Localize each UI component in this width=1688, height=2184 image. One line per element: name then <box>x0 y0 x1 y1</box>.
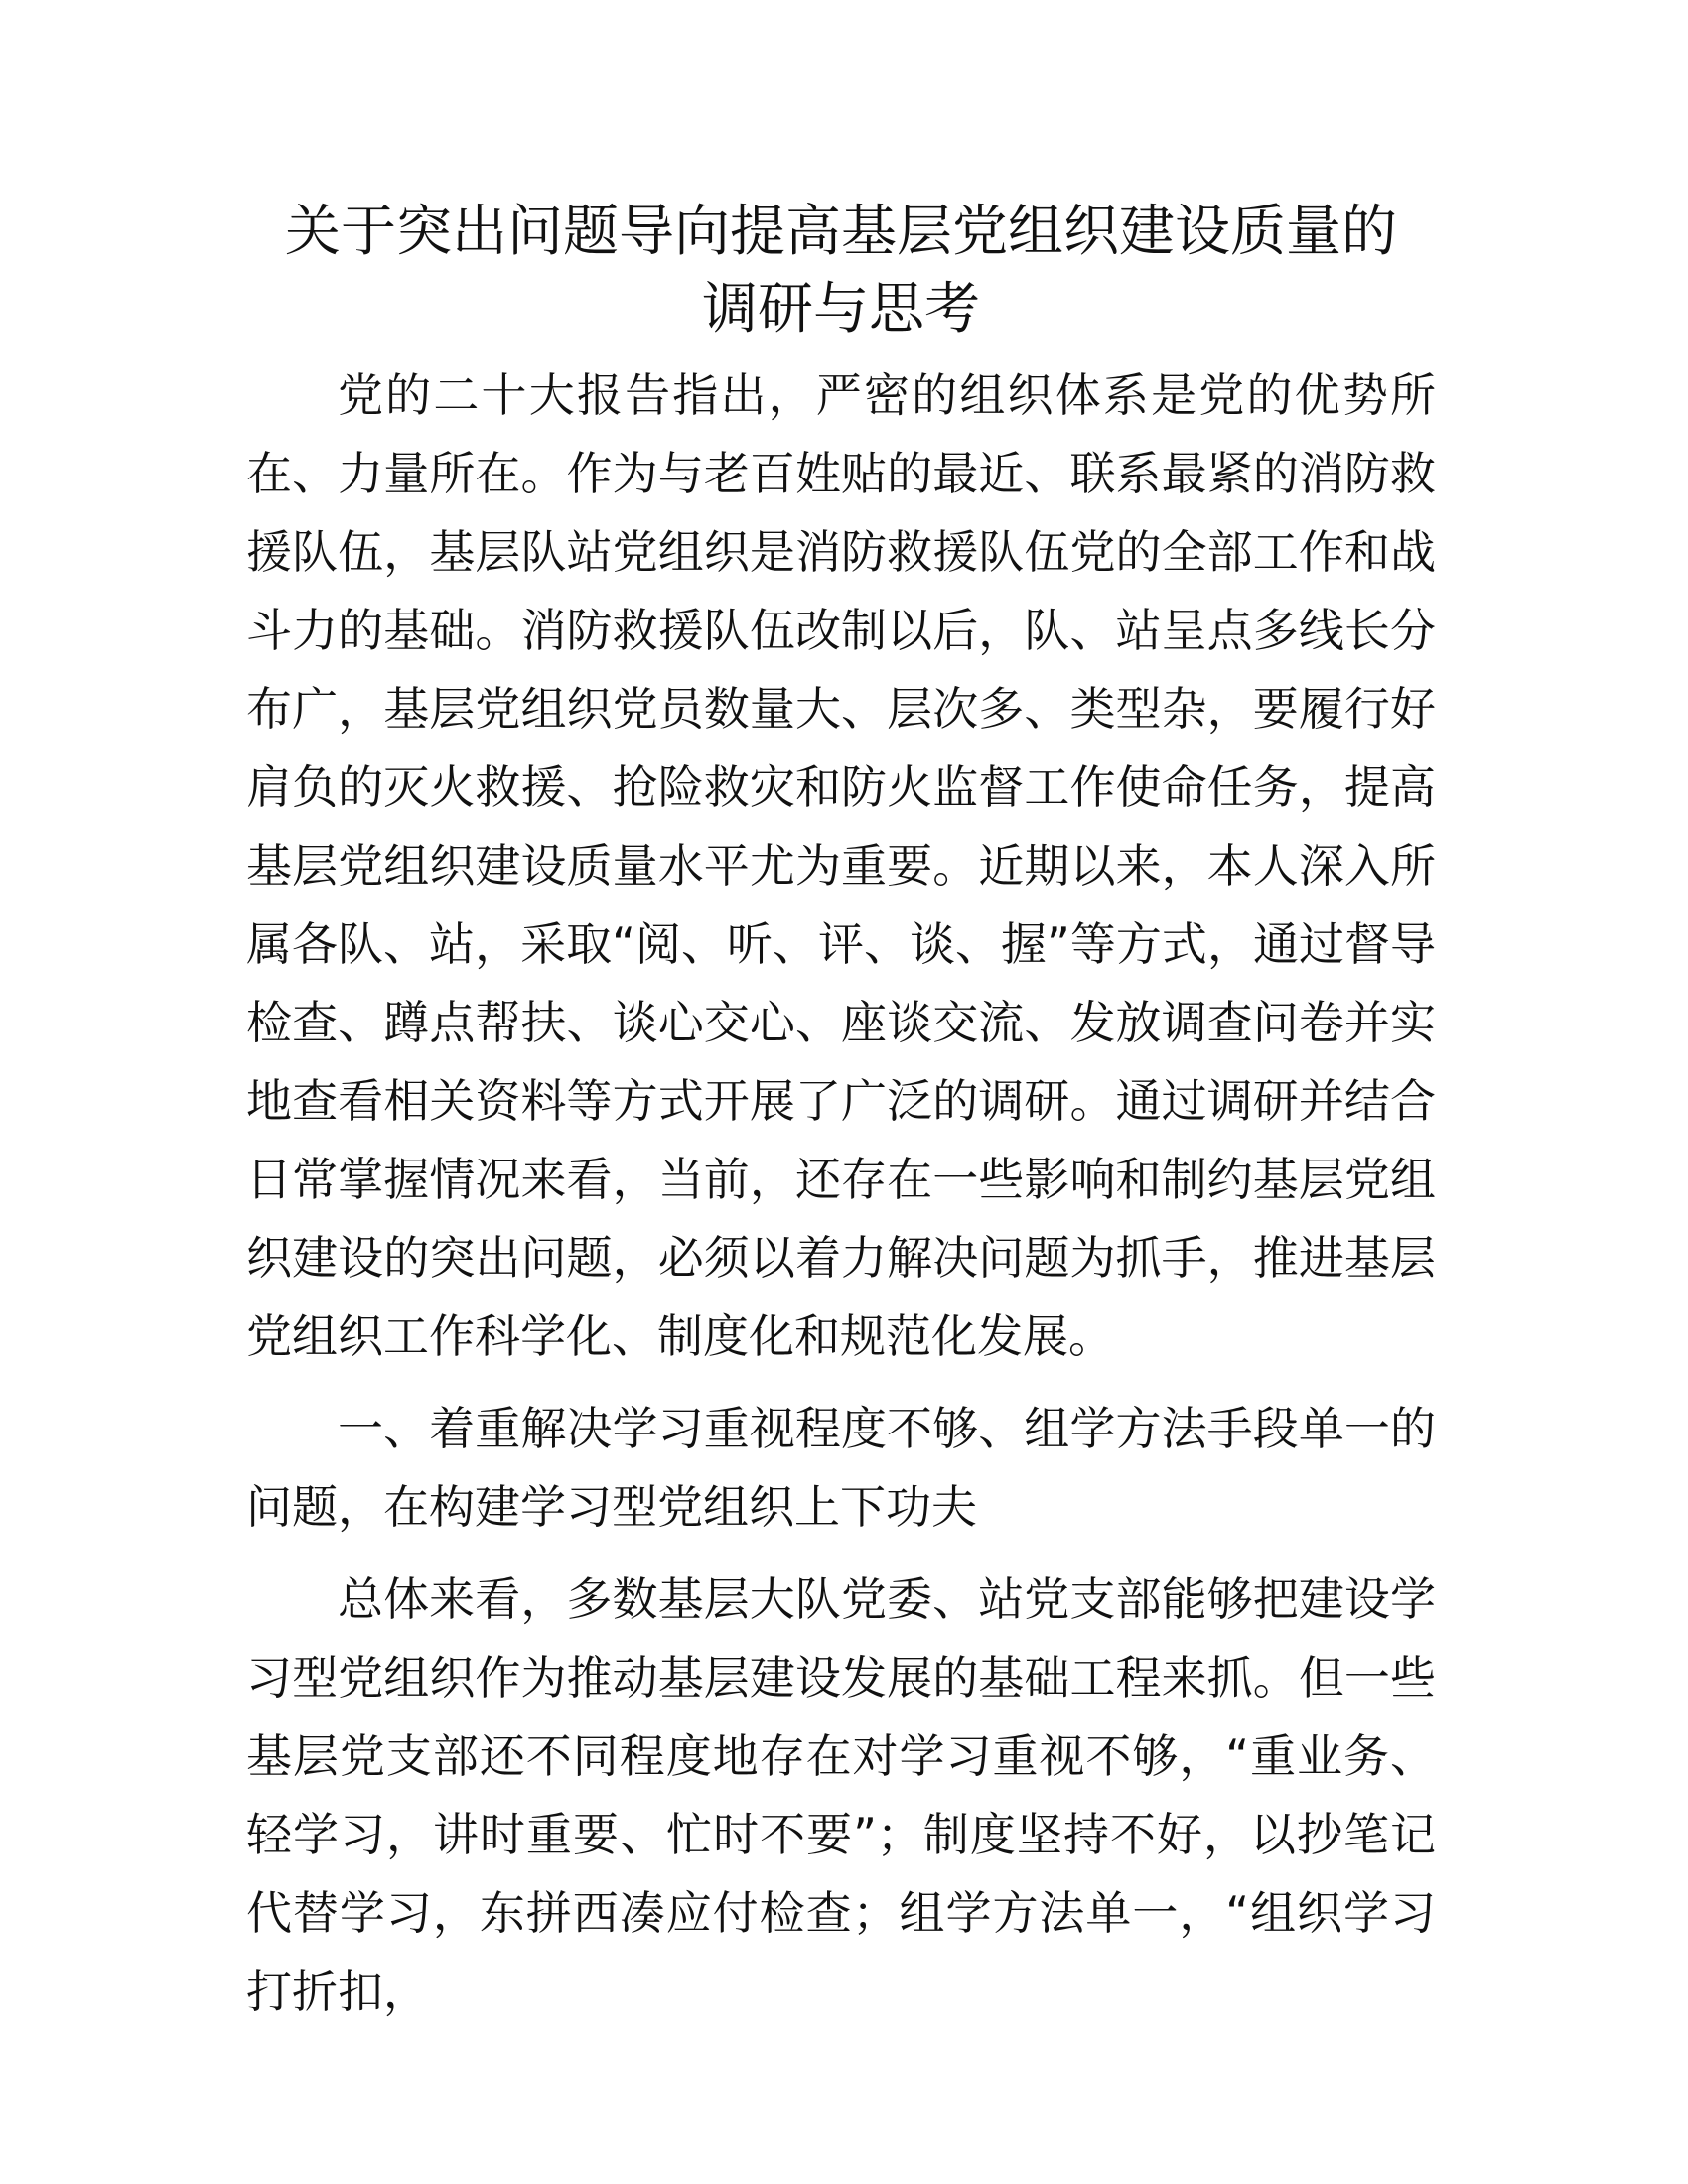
title-line-2: 调研与思考 <box>702 277 980 341</box>
section-heading-1: 一、着重解决学习重视程度不够、组学方法手段单一的问题，在构建学习型党组织上下功夫 <box>246 1402 1436 1534</box>
section-body-paragraph: 总体来看，多数基层大队党委、站党支部能够把建设学习型党组织作为推动基层建设发展的基础工程来抓。但一些基层党支部还不同程度地存在对学习重视不够，“重业务、轻学习，讲时重要、忙时不要”；制度坚持不好，以抄笔记代替学习，东拼西凑应付检查；组学方法单一，“组织学习打折扣， <box>246 1572 1436 2018</box>
document-title <box>246 194 1436 348</box>
title-line-1: 关于突出问题导向提高基层党组织建设质量的 <box>285 200 1397 264</box>
document-page <box>246 194 1436 2031</box>
intro-paragraph: 党的二十大报告指出，严密的组织体系是党的优势所在、力量所在。作为与老百姓贴的最近、联系最紧的消防救援队伍，基层队站党组织是消防救援队伍党的全部工作和战斗力的基础。消防救援队伍改制以后，队、站呈点多线长分布广，基层党组织党员数量大、层次多、类型杂，要履行好肩负的灭火救援、抢险救灾和防火监督工作使命任务，提高基层党组织建设质量水平尤为重要。近期以来，本人深入所属各队、站，采取“阅、听、评、谈、握”等方式，通过督导检查、蹲点帮扶、谈心交心、座谈交流、发放调查问卷并实地查看相关资料等方式开展了广泛的调研。通过调研并结合日常掌握情况来看，当前，还存在一些影响和制约基层党组织建设的突出问题，必须以着力解决问题为抓手，推进基层党组织工作科学化、制度化和规范化发展。 <box>246 368 1436 1363</box>
